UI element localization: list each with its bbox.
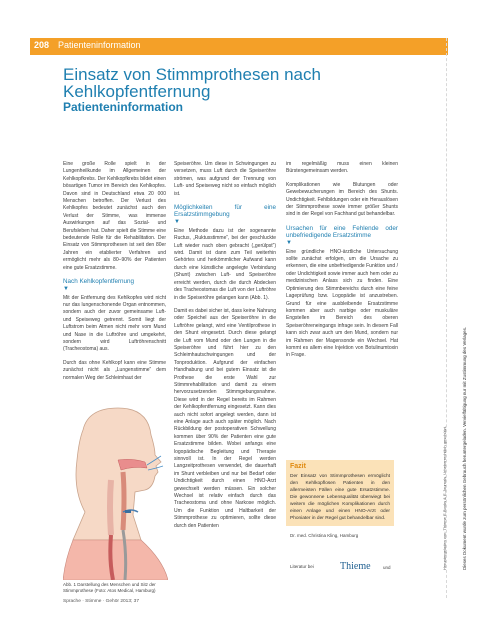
anatomy-figure (63, 400, 168, 580)
paragraph: im regelmäßig muss einen kleinen Bürstengemeinsam werden. (286, 161, 398, 175)
column-1 (63, 161, 166, 388)
conclusion-text: Der Einsatz von Stimmprothesen ermöglicht den Kehlkopflosen Patienten in den allermeisten Fällen eine gute Ersatzstimme. Die gewonnene Lebensqualität überwiegt bei weitem die möglichen Komplikationen durch einen Anlage und einen HNO-Arzt oder Phoniater in der Regel gut behandelbar sind. (290, 474, 390, 521)
arrow-down-icon: ▼ (174, 218, 180, 225)
paragraph: Komplikationen wie Blutungen oder Gewebewucherungen im Bereich des Shunts. Undichtigkeit. Fehlbildungen oder ein Herauslösen der Stimmprothese sowie immer größer Shunts sind in der Regel von Fachhand gut behandelbar. (286, 181, 398, 218)
figure-caption: Abb. 1 Darstellung des Menschen und Sitz der Stimmprothese (Foto: Atos Medical, Hamburg) (63, 582, 156, 593)
column-3 (286, 161, 398, 366)
arrow-down-icon: ▼ (286, 239, 292, 246)
subheading: Möglichkeiten für eine Ersatzstimmgebung (174, 204, 276, 219)
paragraph: Mit der Entfernung des Kehlkopfes wird nicht nur das lungenschonende Organ entnommen, sondern auch der zuvor gemeinsame Luft- und Speiseweg getrennt. Somit liegt der Luftstrom beim Atmen nicht mehr vom Mund und Nase in die Luftröhre und umgekehrt, sondern wird Luftröhrenschnitt (Tracheostoma) aus. (63, 294, 166, 353)
article-subtitle: Patienteninformation (63, 100, 184, 114)
literature-prefix: Literatur bei (290, 564, 314, 569)
journal-footer: Sprache · Stimme · Gehör 2013; 37 (63, 599, 139, 604)
conclusion-label: Fazit (290, 463, 306, 470)
side-note-text: Dieses Dokument wurde zum persönlichen Gebrauch heruntergeladen. Vervielfältigung nur mit Zustimmung des Verlages. (462, 326, 467, 570)
paragraph: Damit es dabei sicher ist, dass keine Nahrung oder Speichel aus der Speiseröhre in die Luftröhre gelangt, wird eine Ventilprothese in den Shunt eingesetzt. Durch diese gelangt die Luft vom Mund oder den Lungen in die Speiseröhre und führt hier zu den Schleimhautschwingungen und der Tonproduktion. Aufgrund der einfachen Handhabung und bei gutem Einsatz ist die Prothese die erste Wahl zur Stimmrehabilitation und damit zu einem hervorzusetzenden Stimmgebungsnahme. Diese wird in der Regel bereits im Rahmen der Kehlkopfentfernung eingesetzt. Kann dies auch nicht sofort angelegt werden, dann ist eine Anlage auch auch später möglich. Nach Rückbildung der postoperativen Schwellung kommen über 90% der Patienten eine gute Ersatzstimme bilden. Wobei anfangs eine logopädische Begleitung und Therapie sinnvoll ist. In der Regel werden Langzeitprothesen verwendet, die dauerhaft im Shunt verbleiben und nur bei Bedarf oder Undichtigkeit durch einen HNO-Arzt gewechselt werden müssen. Ein solcher Wechsel ist relativ einfach durch das Tracheostoma und ohne Narkose möglich. Um die Funktion und Haltbarkeit der Stimmprothese zu optimieren, sollte diese durch den Patienten (174, 307, 276, 529)
subheading: Ursachen für eine Fehlende oder unbefriedigende Ersatzstimme (286, 224, 398, 240)
subheading: Nach Kehlkopfentfernung (63, 278, 135, 286)
arrow-down-icon: ▼ (63, 285, 69, 292)
section-label: Patienteninformation (58, 40, 141, 50)
paragraph: Eine gründliche HNO-ärztliche Untersuchung sollte zunächst erfolgen, um die Ursache zu erkennen, die eine unbefriedigende Funktion und / oder Undichtigkeit sowie immer auch hem oder zu medizinischen Anlass sich zu finden. Eine Optimierung des Stimmbereichs durch eine feine Lageprüfung bzw. Logopädie ist anzustreben. Grund für eine ausbleibende Ersatzstimme kommen aber auch narbige oder muskuläre Engstellen im Bereich des oberen Speiseröhreneingangs infrage sein. In diesem Fall kann sich zwar auch um den Mund, sondern nur im Rahmen der Magensonde ein Wechsel. Hat kommt es allem eine Injektion von Botulinumtoxin in Frage. (286, 248, 398, 359)
paragraph: Speiseröhre. Um diese in Schwingungen zu versetzen, muss Luft durch die Speiseröhre strömen, was aufgrund der Trennung von Luft- und Speiseweg nicht so einfach möglich ist. (174, 161, 276, 197)
thieme-logo: Thieme (340, 561, 371, 572)
side-note-2-text: Heruntergeladen von: Thieme E-Books & E-Journals. Urheberrechtlich geschützt. (442, 426, 447, 570)
article-title: Einsatz von Stimmprothesen nach Kehlkopfentfernung (63, 65, 321, 101)
copyright-side-note (462, 90, 470, 570)
paragraph: Eine große Rolle spielt in der Lungenheilkunde im Allgemeinen der Kehlkopfkrebs. Der Kehlkopfkrebs bildet einen bösartigen Tumor im Bereich des Kehlkopfes. Davon sind in Deutschland etwa 20 000 Menschen betroffen. Der Verlust des Kehlkopfes bedeutet zunächst auch den Verlust der Stimme, was immense Auswirkungen auf das Sozial- und Berufsleben hat. Daher spielt die Stimme eine bedeutende Rolle für die Rehabilitation. Der Einsatz von Stimmprothesen ist seit den 80er Jahren ein etablierter Verfahren und ermöglicht mehr als 80–90% der Patienten eine gute Ersatzstimme. (63, 161, 166, 271)
literature-suffix: und (383, 565, 391, 570)
author-credit: Dr. med. Christina Kling, Hamburg (290, 533, 359, 538)
paragraph: Eine Methode dazu ist der sogenannte Ructus, „Ruktusstimme“, bei der geschluckte Luft wieder nach oben gebracht („gerülpst“) wird. Damit ist dann zum Teil weiterhin Gehörtes und herkömmlicher Aufwand kann durch eine künstliche angelegte Verbindung (Shunt) zwischen Luft- und Speiseröhre erreicht werden, durch die durch Abdecken des Tracheostomas die Luft von der Luftröhre in die Speiseröhre gelangen kann (Abb. 1). (174, 227, 276, 301)
download-side-note (442, 320, 450, 570)
column-2 (174, 161, 276, 536)
conclusion-box (286, 460, 394, 526)
head-cross-section-illustration (63, 400, 168, 580)
page-number: 208 (34, 40, 50, 50)
paragraph: Durch das ohne Kehlkopf kann eine Stimme zunächst nicht als „Lungenstimme“ dem normalen Weg der Schleimhaut der (63, 359, 166, 381)
